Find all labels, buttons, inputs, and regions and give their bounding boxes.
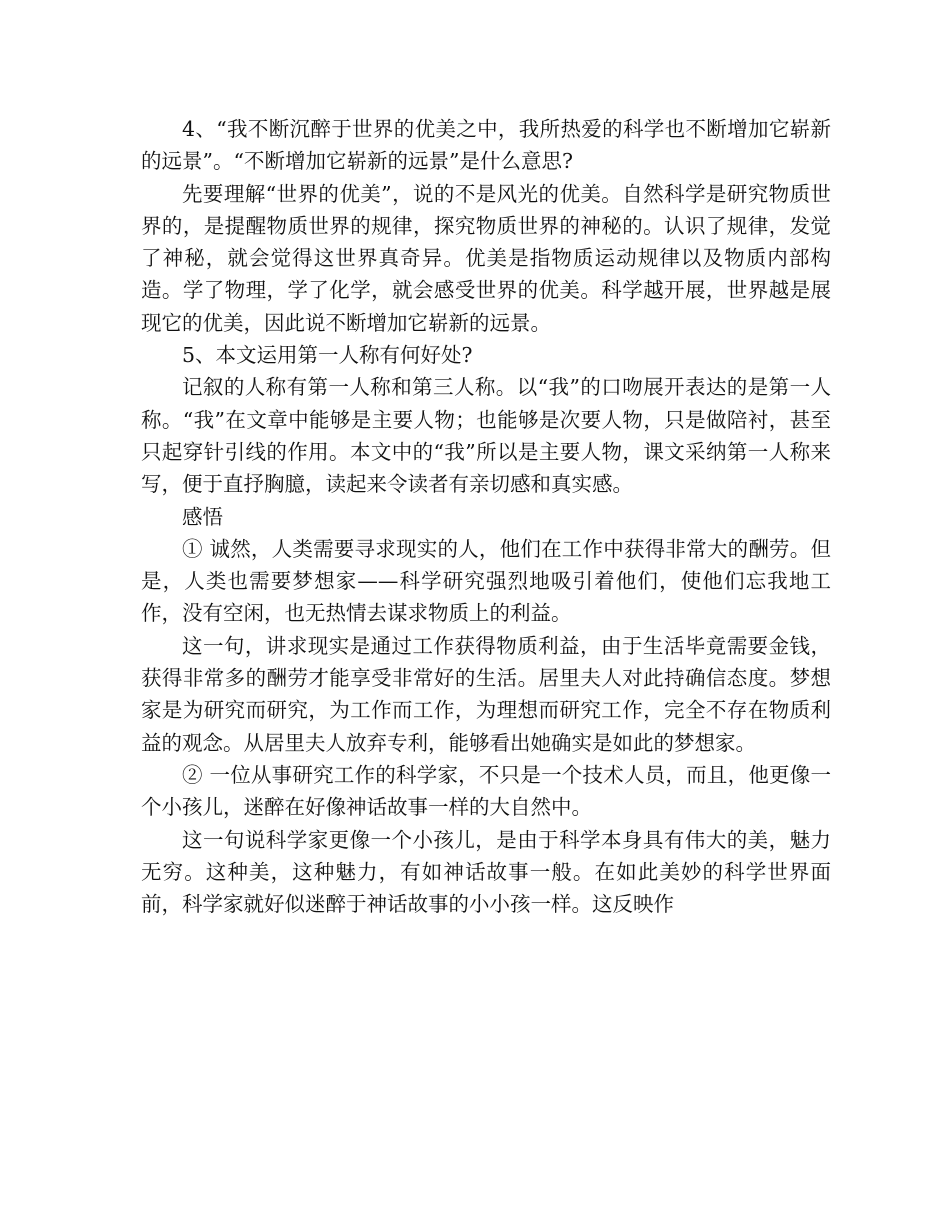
- answer-5: 记叙的人称有第一人称和第三人称。以“我”的口吻展开表达的是第一人称。“我”在文章中能够是主要人物；也能够是次要人物，只是做陪衬，甚至只起穿针引线的作用。本文中的“我”所以是主要人物，课文采纳第一人称来写，便于直抒胸臆，读起来令读者有亲切感和真实感。: [141, 375, 831, 497]
- document-body: [141, 113, 831, 920]
- question-4: 4、“我不断沉醉于世界的优美之中，我所热爱的科学也不断增加它崭新的远景”。“不断增加它崭新的远景”是什么意思?: [141, 117, 831, 174]
- section-heading-ganwu: 感悟: [182, 504, 223, 529]
- commentary-1: 这一句，讲求现实是通过工作获得物质利益，由于生活毕竟需要金钱，获得非常多的酬劳才能享受非常好的生活。居里夫人对此持确信态度。梦想家是为研究而研究，为工作而工作，为理想而研究工作，完全不存在物质利益的观念。从居里夫人放弃专利，能够看出她确实是如此的梦想家。: [141, 633, 831, 755]
- question-5: 5、本文运用第一人称有何好处?: [182, 343, 473, 368]
- answer-4: 先要理解“世界的优美”，说的不是风光的优美。自然科学是研究物质世界的，是提醒物质世界的规律，探究物质世界的神秘的。认识了规律，发觉了神秘，就会觉得这世界真奇异。优美是指物质运动规律以及物质内部构造。学了物理，学了化学，就会感受世界的优美。科学越开展，世界越是展现它的优美，因此说不断增加它崭新的远景。: [141, 181, 831, 335]
- commentary-2: 这一句说科学家更像一个小孩儿，是由于科学本身具有伟大的美，魅力无穷。这种美，这种魅力，有如神话故事一般。在如此美妙的科学世界面前，科学家就好似迷醉于神话故事的小小孩一样。这反映作: [141, 827, 831, 917]
- quote-2: ② 一位从事研究工作的科学家，不只是一个技术人员，而且，他更像一个小孩儿，迷醉在好像神话故事一样的大自然中。: [141, 762, 831, 820]
- quote-1: ① 诚然，人类需要寻求现实的人，他们在工作中获得非常大的酬劳。但是，人类也需要梦想家——科学研究强烈地吸引着他们，使他们忘我地工作，没有空闲，也无热情去谋求物质上的利益。: [141, 536, 831, 626]
